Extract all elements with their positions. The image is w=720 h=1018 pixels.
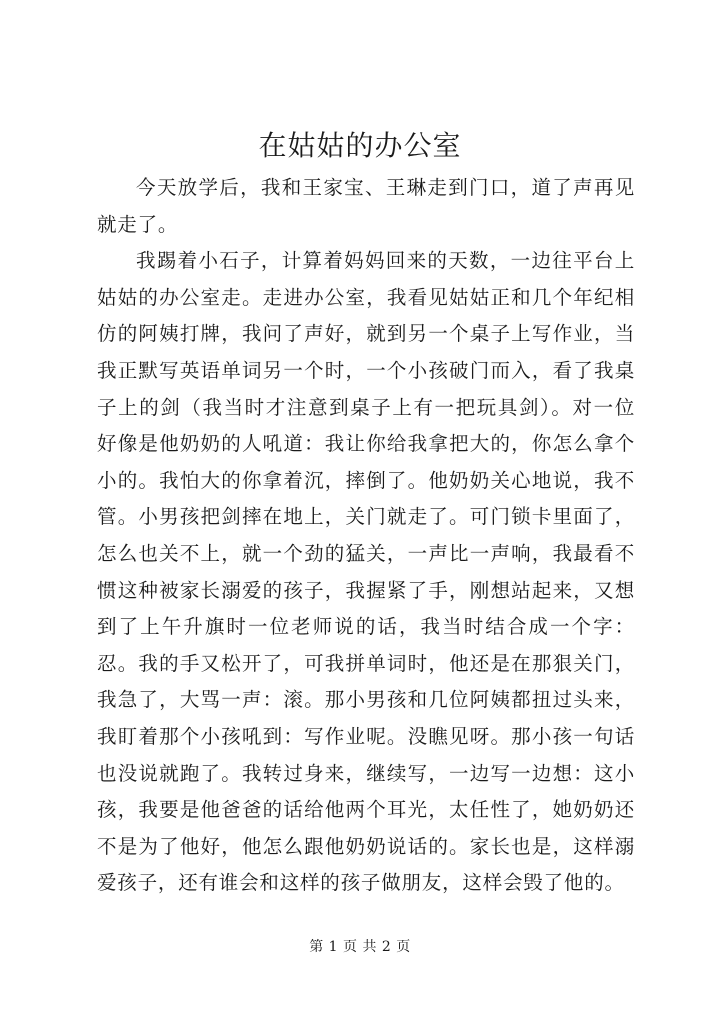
paragraph-1: 今天放学后，我和王家宝、王琳走到门口，道了声再见就走了。 <box>97 176 635 236</box>
paragraph-2: 我踢着小石子，计算着妈妈回来的天数，一边往平台上姑姑的办公室走。走进办公室，我看见姑姑正和几个年纪相仿的阿姨打牌，我问了声好，就到另一个桌子上写作业，当我正默写英语单词另一个时，一个小孩破门而入，看了我桌子上的剑（我当时才注意到桌子上有一把玩具剑）。对一位好像是他奶奶的人吼道：我让你给我拿把大的，你怎么拿个小的。我怕大的你拿着沉，摔倒了。他奶奶关心地说，我不管。小男孩把剑摔在地上，关门就走了。可门锁卡里面了，怎么也关不上，就一个劲的猛关，一声比一声响，我最看不惯这种被家长溺爱的孩子，我握紧了手，刚想站起来，又想到了上午升旗时一位老师说的话，我当时结合成一个字：忍。我的手又松开了，可我拼单词时，他还是在那狠关门，我急了，大骂一声：滚。那小男孩和几位阿姨都扭过头来，我盯着那个小孩吼到：写作业呢。没瞧见呀。那小孩一句话也没说就跑了。我转过身来，继续写，一边写一边想：这小孩，我要是他爸爸的话给他两个耳光，太任性了，她奶奶还不是为了他好，他怎么跟他奶奶说话的。家长也是，这样溺爱孩子，还有谁会和这样的孩子做朋友，这样会毁了他的。 <box>97 249 635 895</box>
page-title: 在姑姑的办公室 <box>258 129 462 162</box>
document-body <box>97 170 635 902</box>
page-footer: 第 1 页 共 2 页 <box>309 939 411 955</box>
